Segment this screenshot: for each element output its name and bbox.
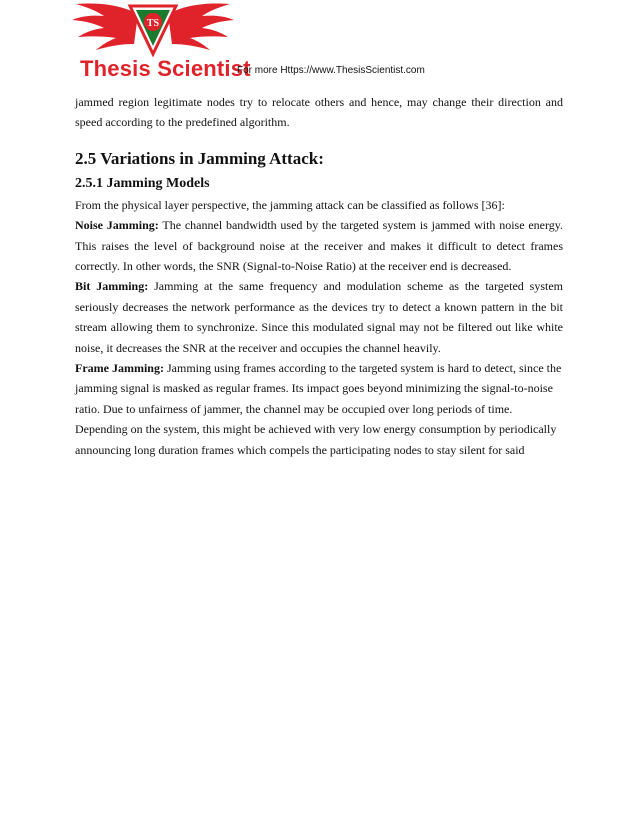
bit-jamming-paragraph xyxy=(75,276,563,358)
website-link[interactable]: For more Https://www.ThesisScientist.com xyxy=(237,65,425,76)
lead-paragraph: From the physical layer perspective, the jamming attack can be classified as follows [36]: xyxy=(75,197,505,212)
frame-jamming-text: Jamming using frames according to the targeted system is hard to detect, since the jamming signal is masked as regular frames. Its impact goes beyond minimizing the signal-to-noise ratio. Due to unfairness of jammer, the channel may be occupied over long periods of time. Depending on the system, this might be achieved with very low energy consumption by periodically announcing long duration frames which compels the participating nodes to stay silent for said xyxy=(75,361,562,457)
page-header xyxy=(0,0,638,84)
noise-jamming-term: Noise Jamming: xyxy=(75,218,159,233)
frame-jamming-paragraph xyxy=(75,358,563,460)
svg-text:TS: TS xyxy=(146,18,160,29)
bit-jamming-term: Bit Jamming: xyxy=(75,279,149,294)
frame-jamming-term: Frame Jamming: xyxy=(75,361,164,376)
section-heading: 2.5 Variations in Jamming Attack: xyxy=(75,148,324,168)
document-body xyxy=(75,92,563,460)
thesis-scientist-logo-icon xyxy=(68,0,238,58)
noise-jamming-text: The channel bandwidth used by the targeted system is jammed with noise energy. This raises the level of background noise at the receiver and makes it difficult to detect frames correctly. In other words, the SNR (Signal-to-Noise Ratio) at the receiver end is decreased. xyxy=(75,218,563,274)
noise-jamming-paragraph xyxy=(75,215,563,276)
brand-name: Thesis Scientist xyxy=(80,56,251,81)
intro-paragraph: jammed region legitimate nodes try to relocate others and hence, may change their direction and speed according to the predefined algorithm. xyxy=(75,95,563,130)
subsection-heading: 2.5.1 Jamming Models xyxy=(75,175,210,191)
bit-jamming-text: Jamming at the same frequency and modulation scheme as the targeted system seriously decreases the network performance as the devices try to detect a known pattern in the bit stream allowing them to synchronize. Since this modulated signal may not be filtered out like white noise, it decreases the SNR at the receiver and occupies the channel heavily. xyxy=(75,279,563,355)
